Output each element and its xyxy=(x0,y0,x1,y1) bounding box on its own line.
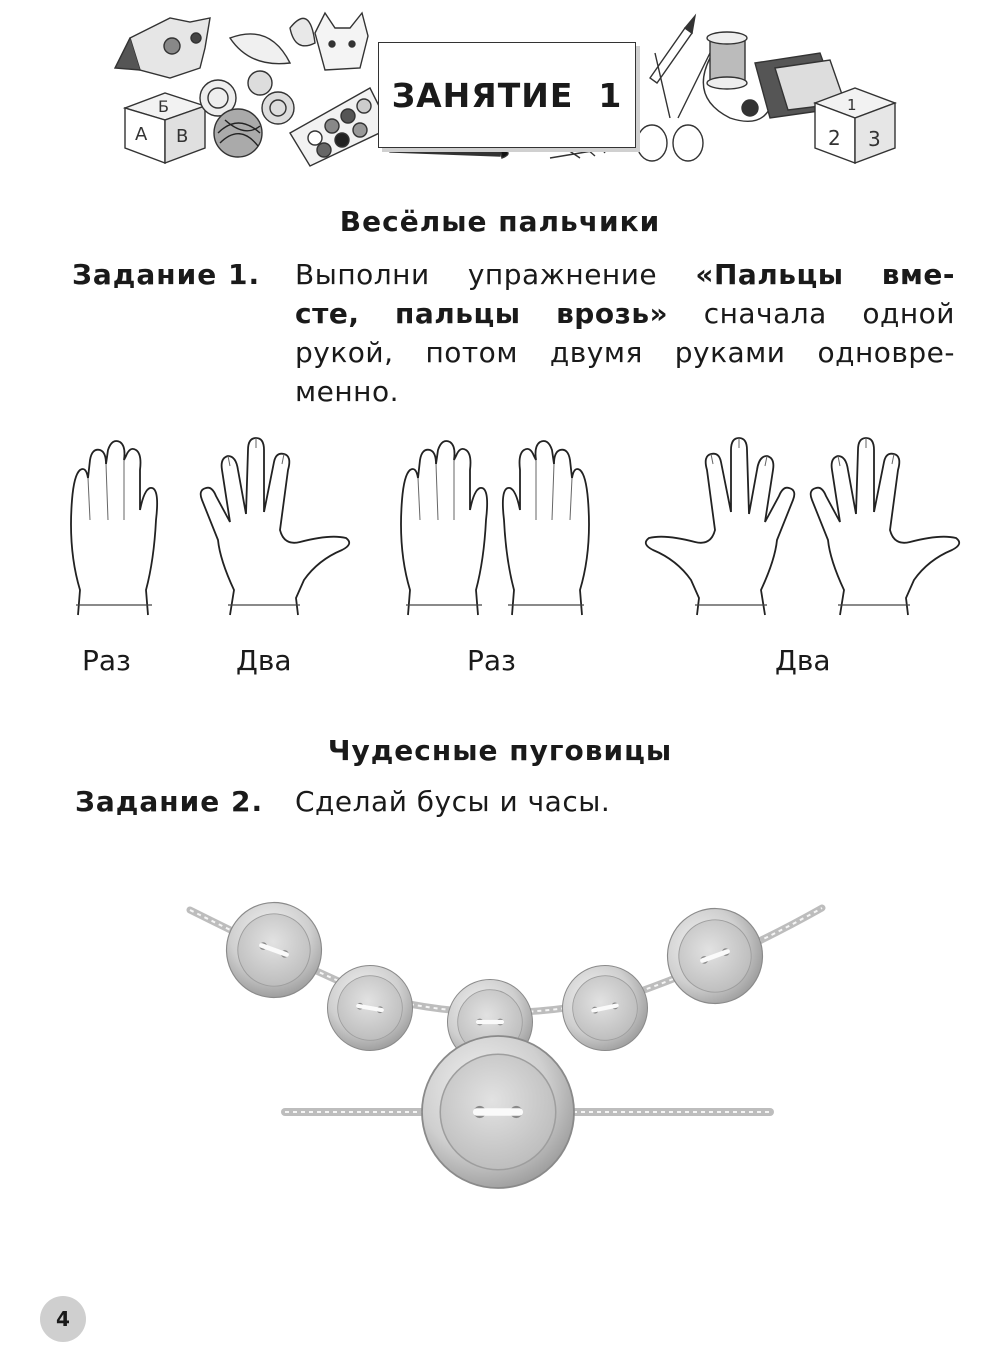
svg-text:Б: Б xyxy=(158,97,169,116)
watch-face-button xyxy=(422,1036,574,1188)
necklace-button xyxy=(555,958,656,1059)
scissors-drawing xyxy=(637,53,710,161)
hand-fingers-together xyxy=(503,441,589,615)
task1-line4: менно. xyxy=(295,375,399,408)
task1-word: упражнение xyxy=(467,258,658,291)
task1-exercise-name: сте, xyxy=(295,297,360,330)
task1-word: руками xyxy=(674,336,786,369)
hand-label-raz: Раз xyxy=(82,644,131,677)
task1-label: Задание 1. xyxy=(72,258,261,291)
necklace-button xyxy=(654,895,776,1017)
task1-exercise-name: врозь» xyxy=(556,297,669,330)
task2-text: Сделай бусы и часы. xyxy=(295,785,611,818)
necklace-button xyxy=(213,889,335,1011)
task1-exercise-name: вме- xyxy=(881,258,955,291)
lesson-title: ЗАНЯТИЕ 1 xyxy=(391,75,623,115)
task1-word: двумя xyxy=(549,336,643,369)
task1-line2 xyxy=(295,297,955,330)
hand-label-dva: Два xyxy=(236,644,292,677)
task1-exercise-name: пальцы xyxy=(395,297,521,330)
necklace-button xyxy=(321,959,419,1057)
task1-word: сначала xyxy=(703,297,827,330)
hand-fingers-apart xyxy=(201,438,350,615)
hand-fingers-apart xyxy=(811,438,960,615)
svg-text:1: 1 xyxy=(847,96,857,114)
svg-text:3: 3 xyxy=(868,127,881,151)
pencil-drawing xyxy=(650,16,695,83)
task2-label: Задание 2. xyxy=(75,785,264,818)
lesson-title-box xyxy=(378,42,636,148)
hand-fingers-together xyxy=(401,441,487,615)
page-number: 4 xyxy=(40,1296,86,1342)
hand-fingers-apart xyxy=(646,438,795,615)
task1-word: Выполни xyxy=(295,258,430,291)
hand-label-dva: Два xyxy=(775,644,831,677)
hand-fingers-together xyxy=(71,441,157,615)
hand-label-raz: Раз xyxy=(467,644,516,677)
svg-text:2: 2 xyxy=(828,126,841,150)
section1-heading: Весёлые пальчики xyxy=(339,205,661,238)
svg-text:А: А xyxy=(135,124,148,145)
task1-word: одновре- xyxy=(817,336,955,369)
task1-line3 xyxy=(295,336,955,369)
svg-text:В: В xyxy=(176,126,189,147)
number-block-drawing xyxy=(815,88,895,163)
section2-heading: Чудесные пуговицы xyxy=(327,734,673,767)
dog-drawing xyxy=(115,18,210,78)
leaf-drawing xyxy=(230,34,290,64)
cat-drawing xyxy=(315,13,368,70)
buttons-illustration xyxy=(170,880,850,1300)
task1-word: потом xyxy=(425,336,518,369)
task1-word: одной xyxy=(862,297,955,330)
letter-block-drawing xyxy=(125,93,205,163)
task1-line1 xyxy=(295,258,955,291)
task1-word: рукой, xyxy=(295,336,394,369)
paint-palette-drawing xyxy=(290,88,390,166)
hands-illustration xyxy=(50,430,970,630)
task1-exercise-name: «Пальцы xyxy=(695,258,844,291)
